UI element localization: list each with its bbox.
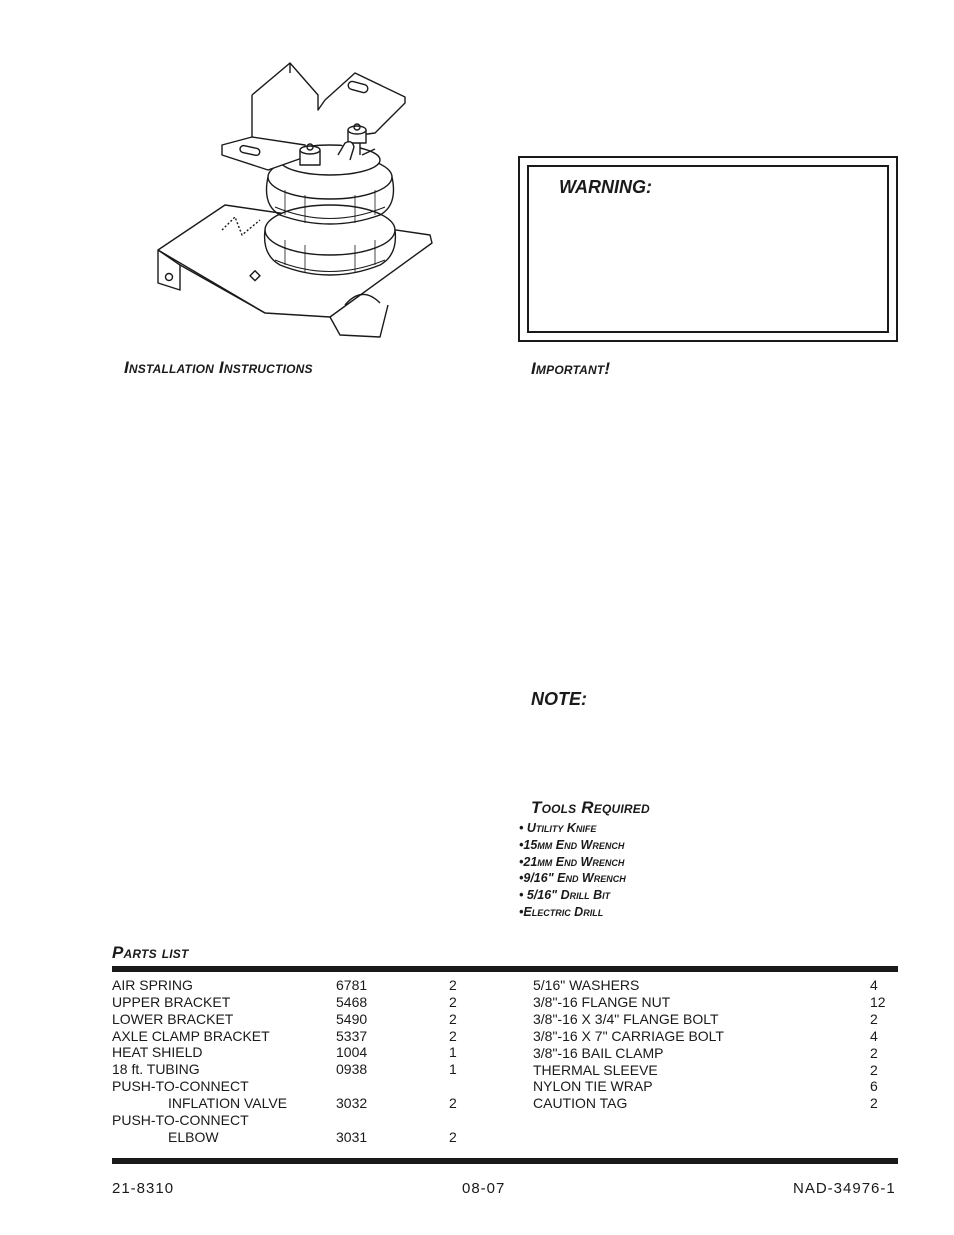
part-name: PUSH-TO-CONNECT xyxy=(112,1078,249,1094)
part-number: 3031 xyxy=(336,1129,368,1145)
part-qty: 2 xyxy=(870,1045,878,1061)
part-number: 6781 xyxy=(336,977,368,993)
part-qty: 1 xyxy=(449,1044,457,1060)
part-qty: 12 xyxy=(870,994,886,1010)
part-qty: 4 xyxy=(870,1028,878,1044)
part-qty: 1 xyxy=(449,1061,457,1077)
part-name: 3/8"-16 X 7" CARRIAGE BOLT xyxy=(533,1028,724,1044)
parts-list-heading: Parts list xyxy=(112,943,189,962)
part-qty: 2 xyxy=(870,1011,878,1027)
part-qty: 2 xyxy=(449,1129,457,1145)
tools-required-heading: Tools Required xyxy=(531,798,650,817)
important-heading: Important! xyxy=(531,359,611,378)
warning-label: WARNING: xyxy=(559,177,652,197)
part-name: 3/8"-16 X 3/4" FLANGE BOLT xyxy=(533,1011,719,1027)
part-qty: 6 xyxy=(870,1078,878,1094)
part-qty: 2 xyxy=(870,1095,878,1111)
tool-item: •15mm End Wrench xyxy=(519,837,625,852)
part-number: 3032 xyxy=(336,1095,368,1111)
part-qty: 2 xyxy=(449,1028,457,1044)
parts-bottom-rule xyxy=(112,1158,898,1164)
part-qty: 2 xyxy=(449,1095,457,1111)
footer-nad-number: NAD-34976-1 xyxy=(793,1180,896,1197)
tool-item: • 5/16" Drill Bit xyxy=(519,888,611,903)
warning-box xyxy=(518,156,898,342)
part-number: 5468 xyxy=(336,994,368,1010)
part-number: 1004 xyxy=(336,1044,368,1060)
part-qty: 2 xyxy=(870,1062,878,1078)
tool-item: •9/16" End Wrench xyxy=(519,871,626,886)
part-name: 5/16" WASHERS xyxy=(533,977,640,993)
part-qty: 2 xyxy=(449,994,457,1010)
tools-list xyxy=(519,820,626,921)
part-name: LOWER BRACKET xyxy=(112,1011,234,1027)
part-name: AXLE CLAMP BRACKET xyxy=(112,1028,270,1044)
part-name: PUSH-TO-CONNECT xyxy=(112,1112,249,1128)
parts-top-rule xyxy=(112,966,898,972)
part-name: 3/8"-16 FLANGE NUT xyxy=(533,994,671,1010)
part-name: ELBOW xyxy=(168,1129,219,1145)
installation-instructions-heading: Installation Instructions xyxy=(124,358,313,377)
part-name: UPPER BRACKET xyxy=(112,994,231,1010)
part-number: 0938 xyxy=(336,1061,368,1077)
part-qty: 2 xyxy=(449,977,457,993)
parts-table xyxy=(0,977,954,1157)
part-name: 18 ft. TUBING xyxy=(112,1061,200,1077)
part-name: 3/8"-16 BAIL CLAMP xyxy=(533,1045,664,1061)
part-qty: 4 xyxy=(870,977,878,993)
note-heading: NOTE: xyxy=(531,689,587,709)
part-name: THERMAL SLEEVE xyxy=(533,1062,658,1078)
part-qty: 2 xyxy=(449,1011,457,1027)
tool-item: •Electric Drill xyxy=(519,904,604,919)
part-name: CAUTION TAG xyxy=(533,1095,628,1111)
part-number: 5337 xyxy=(336,1028,368,1044)
footer-date: 08-07 xyxy=(462,1180,506,1197)
tool-item: • Utility Knife xyxy=(519,821,597,835)
warning-box-inner-border xyxy=(527,165,889,333)
tool-item: •21mm End Wrench xyxy=(519,854,625,869)
air-spring-assembly-illustration xyxy=(140,55,440,345)
part-name: NYLON TIE WRAP xyxy=(533,1078,653,1094)
part-name: INFLATION VALVE xyxy=(168,1095,288,1111)
part-number: 5490 xyxy=(336,1011,368,1027)
part-name: HEAT SHIELD xyxy=(112,1044,203,1060)
part-name: AIR SPRING xyxy=(112,977,193,993)
footer-doc-number: 21-8310 xyxy=(112,1180,175,1197)
